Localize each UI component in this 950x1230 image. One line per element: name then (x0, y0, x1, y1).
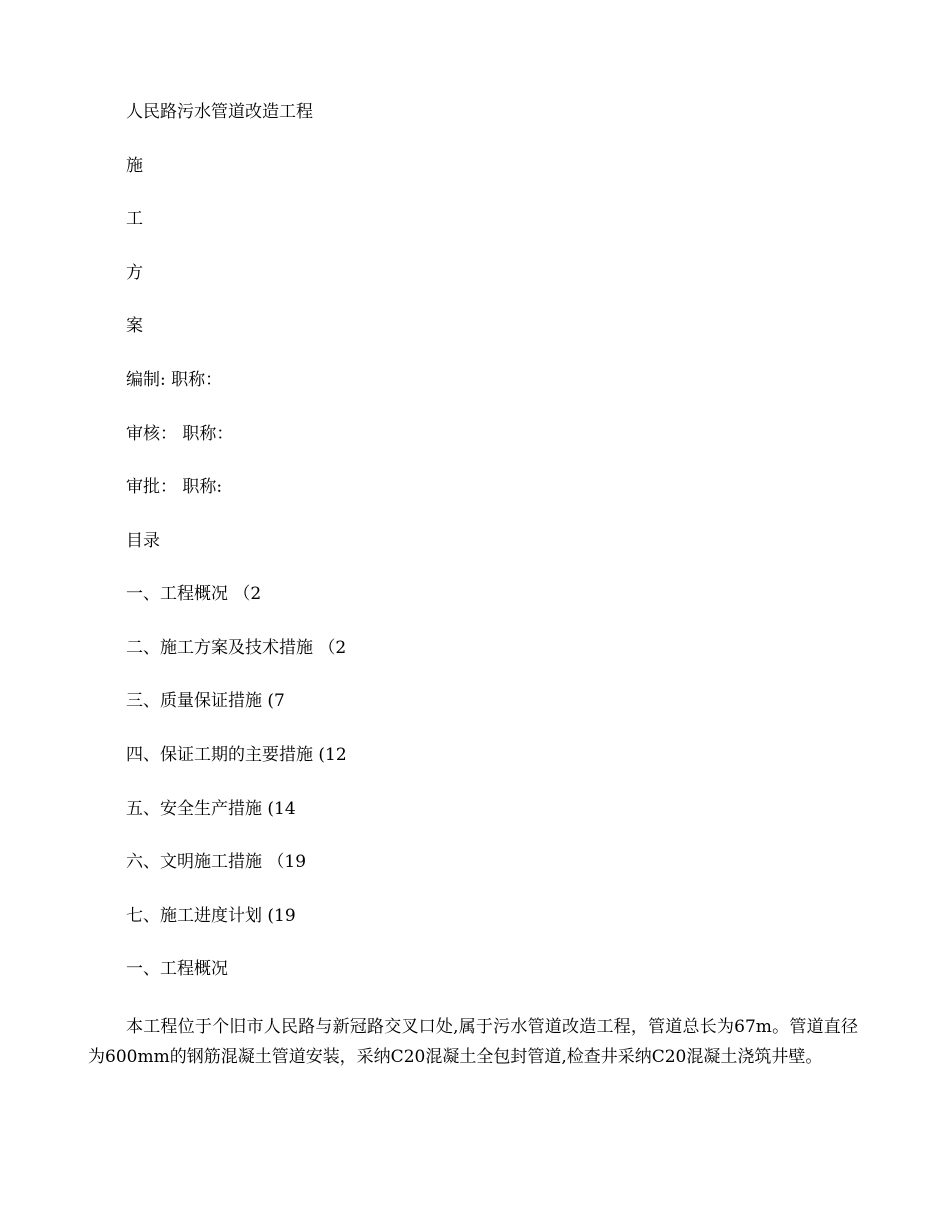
toc-item: 三、质量保证措施 (7 (126, 691, 285, 711)
toc-item: 二、施工方案及技术措施 （2 (126, 638, 347, 658)
signature-line-reviewer: 审核： 职称： (126, 424, 234, 444)
vertical-title-char: 方 (126, 263, 143, 283)
toc-item: 六、文明施工措施 （19 (126, 852, 307, 872)
vertical-title-char: 工 (126, 209, 143, 229)
vertical-title-char: 施 (126, 156, 143, 176)
toc-item: 一、工程概况 （2 (126, 584, 262, 604)
vertical-title-char: 案 (126, 316, 143, 336)
section-paragraph: 本工程位于个旧市人民路与新冠路交叉口处,属于污水管道改造工程，管道总长为67m。管道直径为600mm的钢筋混凝土管道安装，采纳C20混凝土全包封管道,检查井采纳C20混凝土浇筑井壁。 (88, 1017, 858, 1067)
toc-item: 五、安全生产措施 (14 (126, 799, 296, 819)
signature-line-compiler: 编制: 职称： (126, 370, 223, 390)
document-title: 人民路污水管道改造工程 (126, 102, 313, 122)
section-heading: 一、工程概况 (126, 959, 228, 979)
toc-item: 七、施工进度计划 (19 (126, 906, 296, 926)
toc-heading: 目录 (126, 531, 160, 551)
toc-item: 四、保证工期的主要措施 (12 (126, 745, 347, 765)
signature-line-approver: 审批： 职称: (126, 477, 223, 497)
